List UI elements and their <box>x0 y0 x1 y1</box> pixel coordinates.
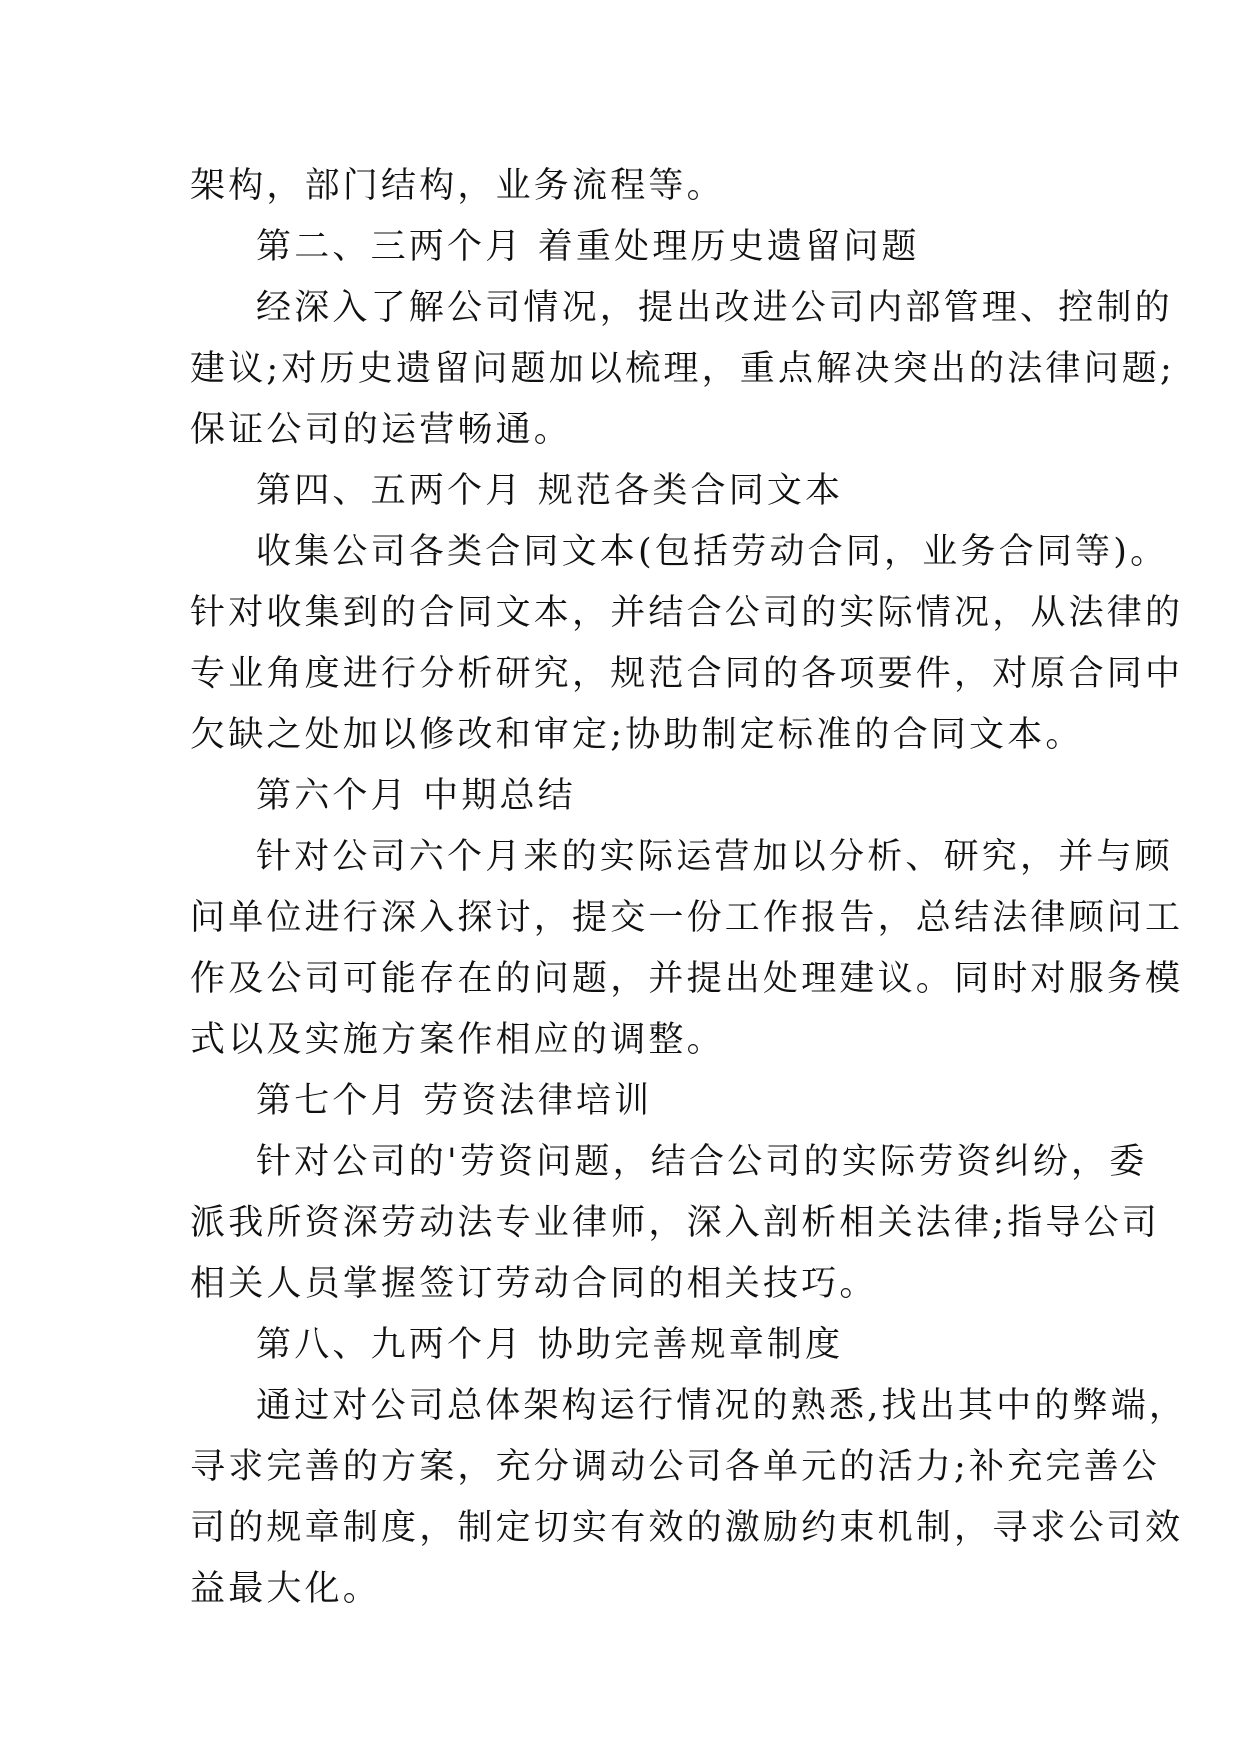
paragraph-line: 针对收集到的合同文本，并结合公司的实际情况，从法律的 <box>190 593 1184 633</box>
paragraph-line: 通过对公司总体架构运行情况的熟悉,找出其中的弊端， <box>256 1386 1188 1426</box>
section-heading: 第四、五两个月 规范各类合同文本 <box>256 471 844 511</box>
document-body <box>190 156 1188 1620</box>
paragraph-line: 问单位进行深入探讨，提交一份工作报告，总结法律顾问工 <box>190 898 1184 938</box>
paragraph-line: 针对公司六个月来的实际运营加以分析、研究，并与顾 <box>256 837 1173 877</box>
paragraph-line: 益最大化。 <box>190 1569 382 1609</box>
paragraph-line: 相关人员掌握签订劳动合同的相关技巧。 <box>190 1264 878 1304</box>
section-heading: 第八、九两个月 协助完善规章制度 <box>256 1325 844 1365</box>
paragraph-line: 收集公司各类合同文本(包括劳动合同，业务合同等)。 <box>256 532 1169 572</box>
paragraph-line: 司的规章制度，制定切实有效的激励约束机制，寻求公司效 <box>190 1508 1184 1548</box>
paragraph-line: 针对公司的'劳资问题，结合公司的实际劳资纠纷，委 <box>256 1142 1148 1182</box>
paragraph-line: 欠缺之处加以修改和审定;协助制定标准的合同文本。 <box>190 715 1084 755</box>
paragraph-line: 经深入了解公司情况，提出改进公司内部管理、控制的 <box>256 288 1173 328</box>
paragraph-line: 专业角度进行分析研究，规范合同的各项要件，对原合同中 <box>190 654 1184 694</box>
paragraph-line: 寻求完善的方案，充分调动公司各单元的活力;补充完善公 <box>190 1447 1160 1487</box>
section-heading: 第二、三两个月 着重处理历史遗留问题 <box>256 227 920 267</box>
paragraph-line: 架构，部门结构，业务流程等。 <box>190 166 725 206</box>
paragraph-line: 派我所资深劳动法专业律师，深入剖析相关法律;指导公司 <box>190 1203 1160 1243</box>
paragraph-line: 式以及实施方案作相应的调整。 <box>190 1020 725 1060</box>
section-heading: 第六个月 中期总结 <box>256 776 576 816</box>
paragraph-line: 保证公司的运营畅通。 <box>190 410 573 450</box>
paragraph-line: 建议;对历史遗留问题加以梳理，重点解决突出的法律问题; <box>190 349 1175 389</box>
section-heading: 第七个月 劳资法律培训 <box>256 1081 653 1121</box>
paragraph-line: 作及公司可能存在的问题，并提出处理建议。同时对服务模 <box>190 959 1184 999</box>
